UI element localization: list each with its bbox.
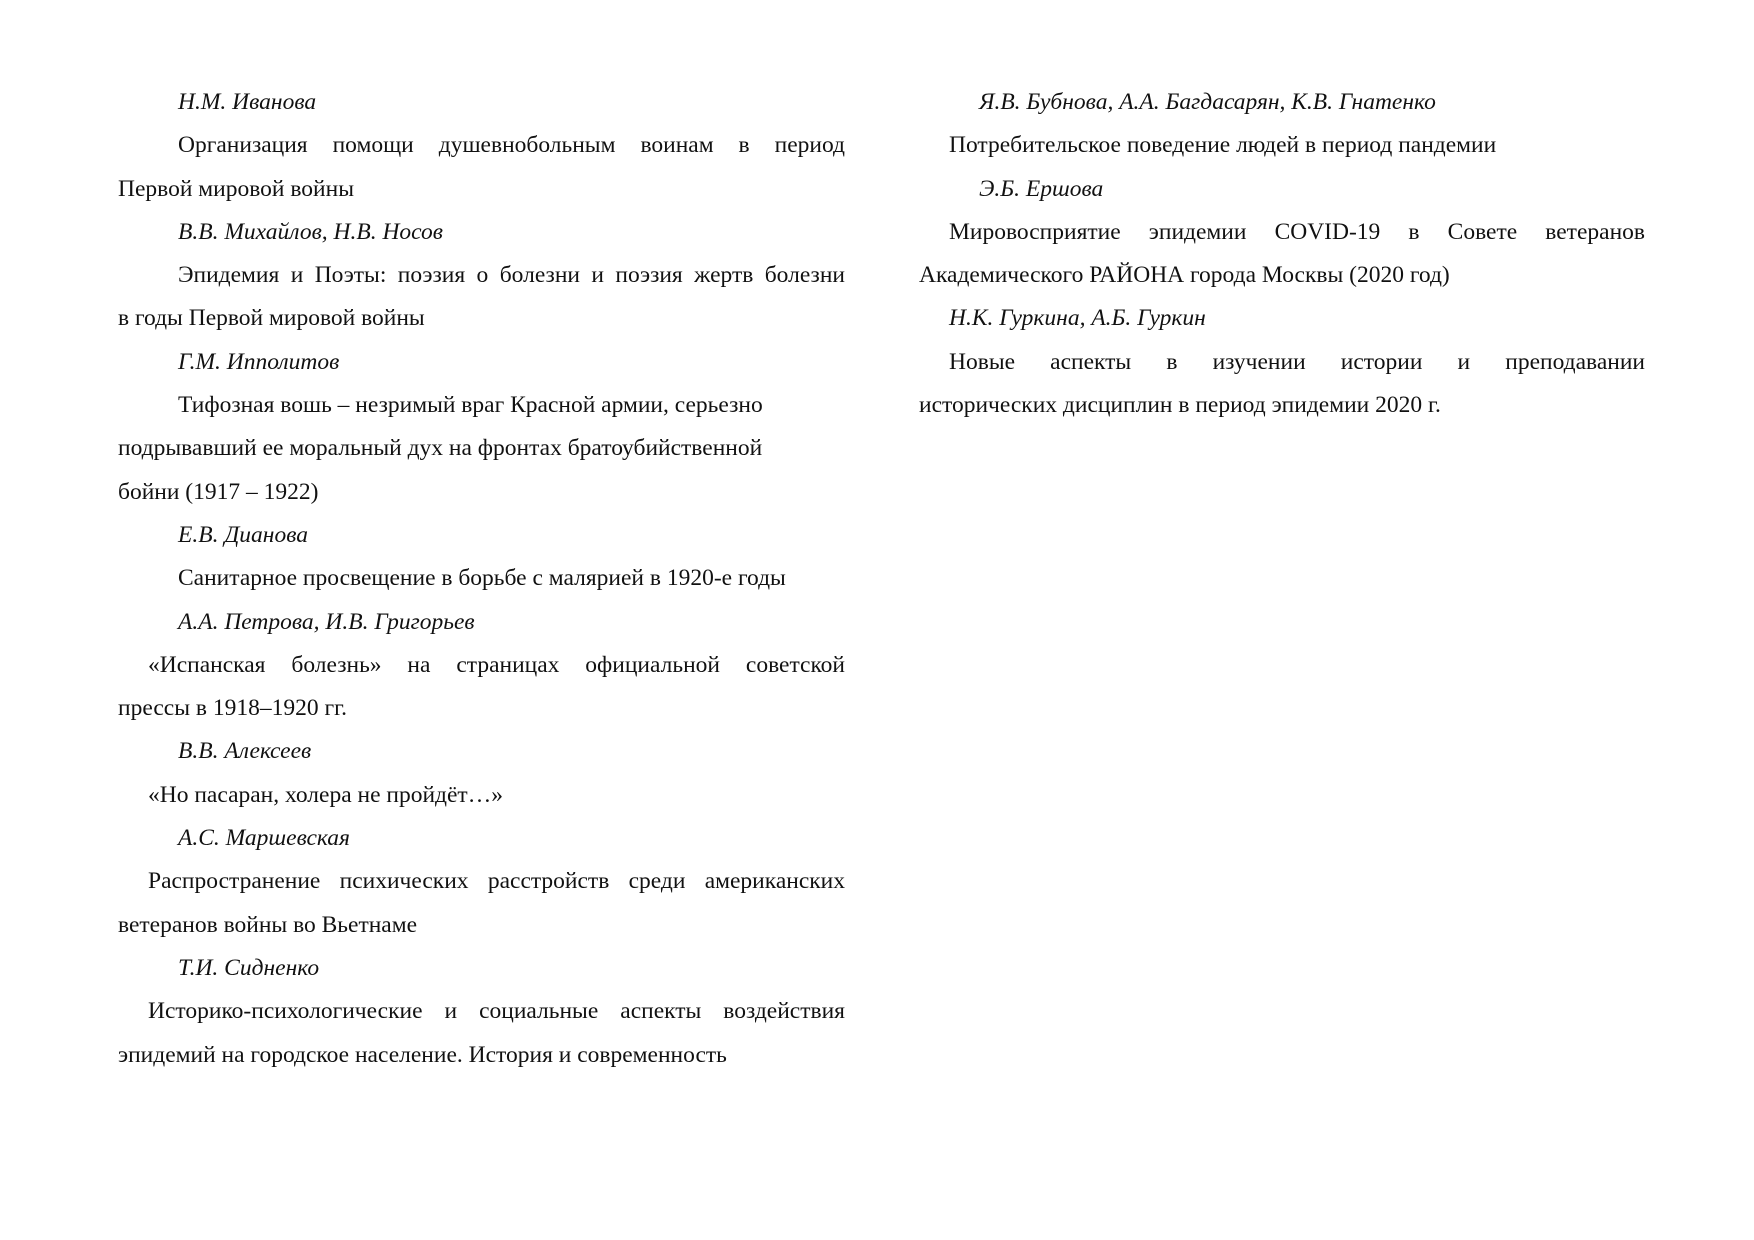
- entry-title-line: Новые аспекты в изучении истории и преподавании: [949, 348, 1645, 375]
- entry-author: Т.И. Сидненко: [178, 954, 320, 981]
- entry: [118, 514, 845, 601]
- entry-title-line: Академического РАЙОНА города Москвы (2020 год): [919, 262, 1450, 289]
- entry-author: Я.В. Бубнова, А.А. Багдасарян, К.В. Гнатенко: [979, 89, 1436, 115]
- entry-title-line: Мировосприятие эпидемии COVID-19 в Совете ветеранов: [949, 218, 1645, 245]
- entry: [919, 168, 1645, 298]
- entry-author: Э.Б. Ершова: [979, 175, 1104, 202]
- entry-title-line: «Испанская болезнь» на страницах официальной советской: [148, 651, 845, 678]
- entry: [919, 297, 1645, 427]
- entry-author: Н.К. Гуркина, А.Б. Гуркин: [949, 305, 1206, 332]
- entry-title-line: Распространение психических расстройств среди американских: [148, 868, 845, 895]
- entry-title-line: бойни (1917 – 1922): [118, 478, 319, 505]
- entry-author: Г.М. Ипполитов: [178, 348, 340, 375]
- entry-title-line: Эпидемия и Поэты: поэзия о болезни и поэзия жертв болезни: [178, 262, 845, 289]
- entry-author: В.В. Алексеев: [178, 738, 312, 765]
- entry: [118, 341, 845, 514]
- entry-title-line: ветеранов войны во Вьетнаме: [118, 911, 418, 938]
- entry-title-line: «Но пасаран, холера не пройдёт…»: [148, 781, 503, 808]
- entry-title-line: Первой мировой войны: [118, 175, 354, 202]
- entry-title-line: прессы в 1918–1920 гг.: [118, 695, 347, 722]
- entry-author: В.В. Михайлов, Н.В. Носов: [178, 218, 443, 245]
- entry: [118, 211, 845, 341]
- entry-author: Н.М. Иванова: [178, 89, 317, 115]
- entry-author: А.А. Петрова, И.В. Григорьев: [178, 608, 475, 635]
- entry-title-line: Санитарное просвещение в борьбе с малярией в 1920-е годы: [178, 565, 786, 592]
- entry-title-line: исторических дисциплин в период эпидемии 2020 г.: [919, 392, 1441, 419]
- entry-title-line: Организация помощи душевнобольным воинам в период: [178, 132, 845, 159]
- entry-author: Е.В. Дианова: [178, 521, 308, 548]
- entry-title-line: в годы Первой мировой войны: [118, 305, 425, 332]
- right-column: [919, 81, 1645, 427]
- entry-author: А.С. Маршевская: [178, 825, 350, 852]
- entry-title-line: подрывавший ее моральный дух на фронтах братоубийственной: [118, 435, 763, 462]
- entry: [118, 947, 845, 1077]
- entry: [118, 81, 845, 211]
- entry-title-line: Тифозная вошь – незримый враг Красной армии, серьезно: [178, 392, 763, 419]
- entry-title-line: эпидемий на городское население. История и современность: [118, 1041, 727, 1068]
- entry: [118, 601, 845, 731]
- left-column: [118, 81, 845, 1077]
- entry-title-line: Историко-психологические и социальные аспекты воздействия: [148, 998, 845, 1025]
- entry-title-line: Потребительское поведение людей в период пандемии: [949, 132, 1497, 159]
- entry: [118, 730, 845, 817]
- entry: [118, 817, 845, 947]
- entry: [919, 81, 1645, 168]
